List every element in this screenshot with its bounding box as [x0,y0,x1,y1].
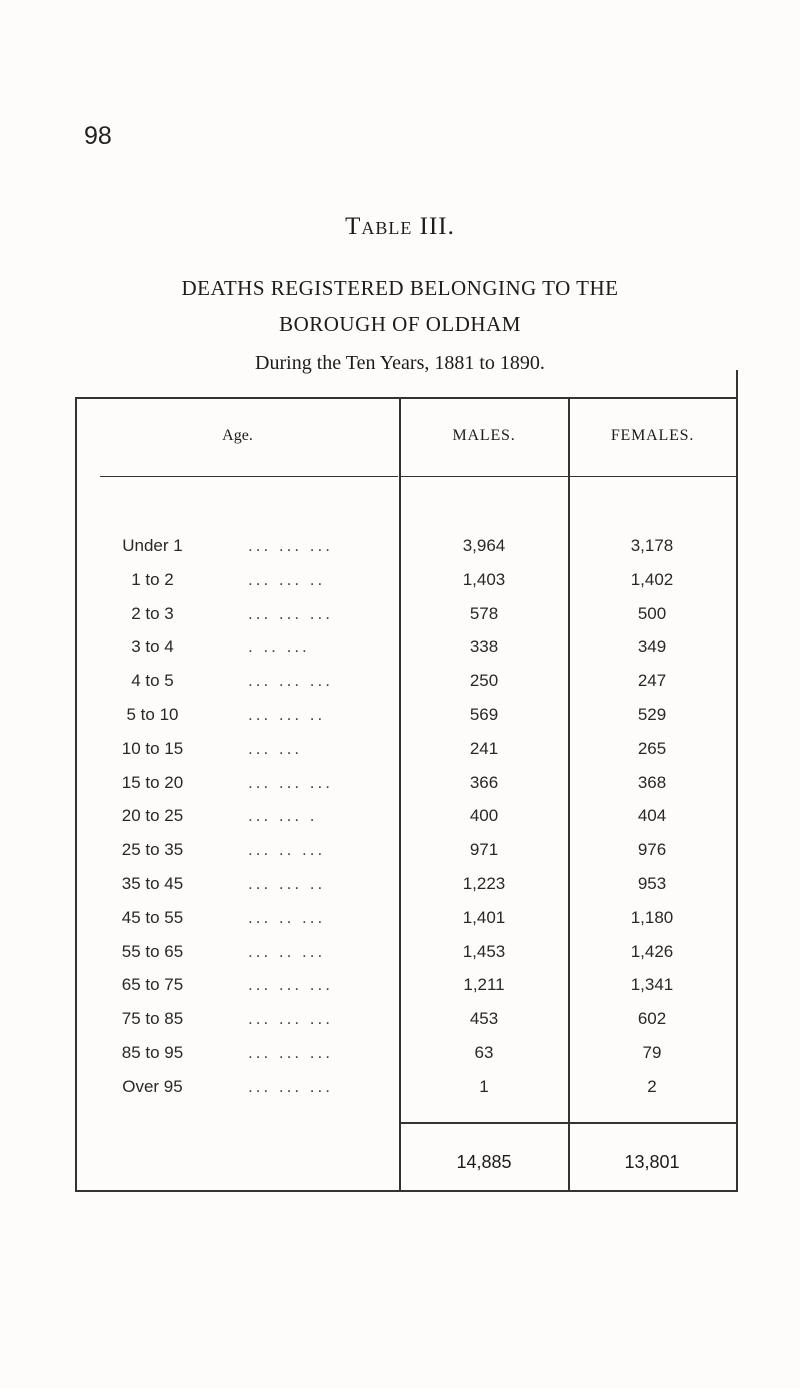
age-group-label: 15 to 20 [121,772,184,792]
table-row [0,637,800,665]
leader-dots: ... .. ... [248,907,326,927]
females-value: 529 [637,705,667,724]
total-males: 14,885 [456,1152,512,1172]
table-bottom-rule [75,1190,737,1192]
table-row [0,773,800,801]
column-header-males: MALES. [452,427,516,444]
age-group-label: 55 to 65 [121,941,184,961]
age-group-label: 4 to 5 [131,671,174,691]
age-group-label: 25 to 35 [121,840,184,860]
leader-dots: ... ... ... [248,772,333,792]
females-value: 1,180 [630,907,674,927]
males-value: 569 [469,705,499,724]
females-value: 953 [637,874,667,893]
table-row [0,806,800,834]
table-row [0,975,800,1003]
table-row [0,739,800,767]
leader-dots: ... ... ... [248,536,333,555]
totals-rule-males [400,1122,568,1124]
age-group-label: Under 1 [122,536,183,555]
leader-dots: ... .. ... [248,941,326,961]
age-group-label: 75 to 85 [121,1009,184,1029]
females-value: 3,178 [630,536,674,555]
males-value: 400 [469,806,499,826]
table-heading-line-1: DEATHS REGISTERED BELONGING TO THE [181,276,619,300]
leader-dots: ... ... .. [248,874,326,893]
males-value: 578 [469,603,499,623]
age-group-label: 1 to 2 [131,569,174,589]
males-value: 63 [474,1043,494,1062]
males-value: 1,401 [462,907,506,927]
males-value: 453 [469,1009,499,1029]
table-row [0,536,800,564]
males-value: 338 [469,637,499,657]
page-number: 98 [84,122,112,150]
table-subheading: During the Ten Years, 1881 to 1890. [255,352,545,374]
age-group-label: 20 to 25 [121,806,184,826]
females-value: 265 [637,738,667,758]
females-value: 368 [637,772,667,792]
males-value: 1,211 [463,975,505,995]
males-value: 971 [469,840,499,860]
table-top-rule [75,397,737,399]
females-value: 2 [647,1076,657,1096]
leader-dots: ... ... ... [248,1076,333,1096]
table-row [0,874,800,902]
leader-dots: ... ... .. [248,569,326,589]
age-group-label: 45 to 55 [121,907,184,927]
table-row [0,671,800,699]
leader-dots: ... ... . [248,806,318,826]
leader-dots: ... ... ... [248,671,333,691]
females-value: 500 [637,603,667,623]
males-value: 366 [469,772,499,792]
table-row [0,570,800,598]
table-row [0,705,800,733]
females-value: 1,341 [630,975,674,995]
leader-dots: ... ... .. [248,705,326,724]
header-underline-age [100,476,398,477]
females-value: 404 [637,806,667,826]
leader-dots: . .. ... [248,637,310,657]
females-value: 349 [637,637,667,657]
females-value: 247 [637,671,667,691]
header-underline-females [569,476,736,477]
table-title: Table III. [345,213,455,240]
leader-dots: ... ... ... [248,1009,333,1029]
column-header-females: FEMALES. [610,427,695,444]
table-row [0,840,800,868]
header-underline-males [400,476,568,477]
table-row [0,1009,800,1037]
males-value: 241 [469,738,499,758]
age-group-label: 5 to 10 [126,705,179,724]
leader-dots: ... .. ... [248,840,326,860]
females-value: 79 [642,1043,662,1062]
age-group-label: 3 to 4 [131,637,174,657]
table-row [0,1043,800,1071]
column-header-age: Age. [222,427,253,444]
females-value: 1,426 [630,941,674,961]
age-group-label: 65 to 75 [121,975,184,995]
age-group-label: 2 to 3 [131,603,174,623]
leader-dots: ... ... [248,738,303,758]
males-value: 1,223 [462,874,506,893]
table-heading-line-2: BOROUGH OF OLDHAM [279,312,521,336]
table-row [0,908,800,936]
females-value: 1,402 [630,569,674,589]
males-value: 1 [479,1076,489,1096]
age-group-label: Over 95 [122,1076,183,1096]
age-group-label: 35 to 45 [121,874,184,893]
table-row [0,1077,800,1105]
totals-rule-females [569,1122,736,1124]
leader-dots: ... ... ... [248,603,333,623]
males-value: 1,453 [462,941,506,961]
males-value: 250 [469,671,499,691]
females-value: 976 [637,840,667,860]
table-row [0,604,800,632]
total-females: 13,801 [624,1152,680,1172]
table-row [0,942,800,970]
females-value: 602 [637,1009,667,1029]
males-value: 3,964 [462,536,506,555]
males-value: 1,403 [462,569,506,589]
leader-dots: ... ... ... [248,975,333,995]
age-group-label: 10 to 15 [121,738,184,758]
age-group-label: 85 to 95 [121,1043,184,1062]
leader-dots: ... ... ... [248,1043,333,1062]
